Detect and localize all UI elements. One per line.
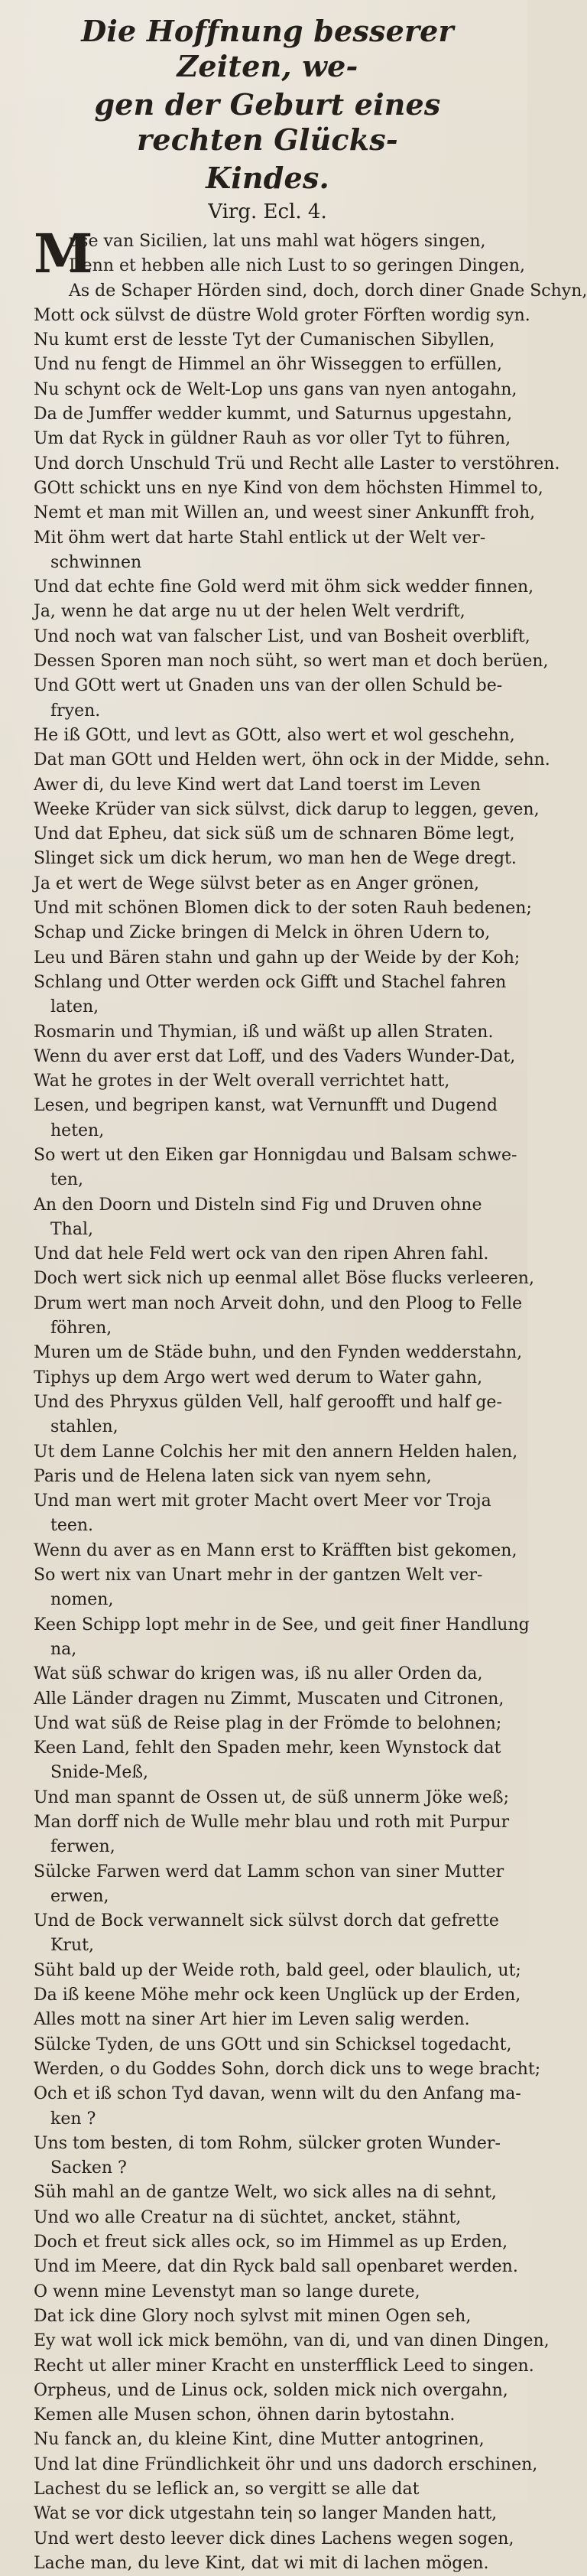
- poem-line: erwen,: [50, 1886, 109, 1906]
- poem-body: [34, 222, 587, 2576]
- poem-line: Thal,: [50, 1219, 93, 1239]
- poem-line: Ja, wenn he dat arge nu ut der helen Welt verdrift,: [34, 602, 465, 622]
- poem-line: Nu schynt ock de Welt-Lop uns gans van nyen antogahn,: [34, 379, 517, 399]
- poem-line: Lachest du se leflick an, so vergitt se alle dat: [34, 2480, 420, 2500]
- poem-line: Wat se vor dick utgestahn teiη so langer Manden hatt,: [34, 2504, 498, 2524]
- title-line-1: Die Hoffnung besserer Zeiten, we-: [81, 14, 454, 83]
- poem-line: Dat ick dine Glory noch sylvst mit minen Ogen seh,: [34, 2306, 472, 2326]
- poem-line: Drum wert man noch Arveit dohn, und den Ploog to Felle: [34, 1293, 523, 1313]
- poem-line: Keen Land, fehlt den Spaden mehr, keen Wynstock dat: [34, 1738, 501, 1758]
- poem-line: Kemen alle Musen schon, öhnen darin bytostahn.: [34, 2405, 456, 2425]
- poem-line: stahlen,: [50, 1417, 118, 1437]
- poem-line: Doch et freut sick alles ock, so im Himmel as up Erden,: [34, 2233, 508, 2252]
- poem-line: Awer di, du leve Kind wert dat Land toerst im Leven: [34, 775, 481, 795]
- poem-line: Und GOtt wert ut Gnaden uns van der ollen Schuld be-: [34, 676, 503, 696]
- poem-line: Süht bald up der Weide roth, bald geel, oder blaulich, ut;: [34, 1960, 521, 1980]
- poem-line: Ut dem Lanne Colchis her mit den annern Helden halen,: [34, 1442, 518, 1462]
- subtitle: Virg. Ecl. 4.: [208, 200, 327, 223]
- poem-line: Um dat Ryck in güldner Rauh as vor oller Tyt to führen,: [34, 429, 511, 449]
- poem-line: Doch wert sick nich up eenmal allet Böse flucks verleeren,: [34, 1269, 534, 1289]
- poem-line: Nu fanck an, du kleine Kint, dine Mutter antogrinen,: [34, 2430, 485, 2450]
- poem-line: Nu kumt erst de lesste Tyt der Cumanischen Sibyllen,: [34, 330, 495, 350]
- poem-line: use van Sicilien, lat uns mahl wat högers singen,: [69, 232, 486, 251]
- poem-line: Werden, o du Goddes Sohn, dorch dick uns to wege bracht;: [34, 2059, 541, 2079]
- poem-line: Und wert desto leever dick dines Lachens wegen sogen,: [34, 2529, 514, 2548]
- poem-line: Und de Bock verwannelt sick sülvst dorch dat gefrette: [34, 1911, 499, 1931]
- poem-line: Krut,: [50, 1936, 94, 1956]
- poem-line: Uns tom besten, di tom Rohm, sülcker groten Wunder-: [34, 2133, 501, 2153]
- poem-line: Schlang und Otter werden ock Gifft und Stachel fahren: [34, 972, 507, 992]
- poem-line: Dessen Sporen man noch süht, so wert man et doch berüen,: [34, 652, 549, 672]
- poem-line: Und nu fengt de Himmel an öhr Wisseggen to erfüllen,: [34, 355, 503, 375]
- poem-line: nomen,: [50, 1590, 114, 1610]
- drop-cap: M: [34, 222, 93, 285]
- poem-line: Keen Schipp lopt mehr in de See, und geit finer Handlung: [34, 1615, 530, 1634]
- poem-line: Und lat dine Fründlichkeit öhr und uns dadorch erschinen,: [34, 2454, 538, 2474]
- title-line-2: gen der Geburt eines rechten Glücks-: [94, 87, 441, 157]
- poem-line: Sacken ?: [50, 2158, 127, 2178]
- poem-line: Lesen, und begripen kanst, wat Vernunfft und Dugend: [34, 1096, 498, 1116]
- poem-line: O wenn mine Levenstyt man so lange durete,: [34, 2282, 420, 2301]
- poem-line: schwinnen: [50, 552, 142, 572]
- poem-line: ken ?: [50, 2109, 96, 2129]
- poem-line: So wert ut den Eiken gar Honnigdau und Balsam schwe-: [34, 1145, 517, 1165]
- poem-line: Ey wat woll ick mick bemöhn, van di, und van dinen Dingen,: [34, 2331, 550, 2351]
- poem-line: Und man wert mit groter Macht overt Meer vor Troja: [34, 1491, 491, 1511]
- poem-line: Und dat echte fine Gold werd mit öhm sick wedder finnen,: [34, 577, 534, 597]
- poem-line: As de Schaper Hörden sind, doch, dorch diner Gnade Schyn,: [69, 281, 587, 301]
- poem-line: Lache man, du leve Kint, dat wi mit di lachen mögen.: [34, 2553, 489, 2573]
- poem-line: fryen.: [50, 701, 101, 720]
- poem-line: föhren,: [50, 1319, 112, 1338]
- poem-line: An den Doorn und Disteln sind Fig und Druven ohne: [34, 1195, 482, 1215]
- poem-line: Und im Meere, dat din Ryck bald sall openbaret werden.: [34, 2257, 518, 2277]
- poem-line: Leu und Bären stahn und gahn up der Weide by der Koh;: [34, 948, 521, 968]
- poem-line: Snide-Meß,: [50, 1763, 149, 1783]
- poem-line: Muren um de Städe buhn, und den Fynden wedderstahn,: [34, 1343, 523, 1363]
- poem-line: ferwen,: [50, 1837, 115, 1857]
- poem-line: Und des Phryxus gülden Vell, half geroofft und half ge-: [34, 1392, 502, 1412]
- poem-line: Da iß keene Möhe mehr ock keen Unglück up der Erden,: [34, 1986, 521, 2005]
- poem-line: Sülcke Farwen werd dat Lamm schon van siner Mutter: [34, 1862, 504, 1882]
- poem-line: Wat he grotes in der Welt overall verrichtet hatt,: [34, 1072, 450, 1091]
- poem-line: Denn et hebben alle nich Lust to so geringen Dingen,: [69, 256, 525, 276]
- poem-line: Und noch wat van falscher List, und van Bosheit overblift,: [34, 626, 530, 646]
- poem-line: Und man spannt de Ossen ut, de süß unnerm Jöke weß;: [34, 1787, 509, 1807]
- poem-line: Dat man GOtt und Helden wert, öhn ock in der Midde, sehn.: [34, 750, 550, 770]
- poem-line: Und mit schönen Blomen dick to der soten Rauh bedenen;: [34, 899, 532, 919]
- poem-line: Slinget sick um dick herum, wo man hen de Wege dregt.: [34, 849, 517, 869]
- poem-line: heten,: [50, 1120, 105, 1140]
- poem-line: He iß GOtt, und levt as GOtt, also wert et wol geschehn,: [34, 725, 515, 745]
- poem-line: laten,: [50, 997, 99, 1017]
- poem-line: Schap und Zicke bringen di Melck in öhren Udern to,: [34, 923, 491, 943]
- poem-line: Wenn du aver erst dat Loff, und des Vaders Wunder-Dat,: [34, 1046, 516, 1066]
- poem-line: Und dorch Unschuld Trü und Recht alle Laster to verstöhren.: [34, 454, 560, 473]
- poem-line: Weeke Krüder van sick sülvst, dick darup to leggen, geven,: [34, 799, 540, 819]
- poem-line: Mott ock sülvst de düstre Wold groter Förften wordig syn.: [34, 305, 530, 325]
- poem-line: Alle Länder dragen nu Zimmt, Muscaten und Citronen,: [34, 1689, 504, 1709]
- poem-line: Recht ut aller miner Kracht en unsterfflick Leed to singen.: [34, 2356, 534, 2376]
- poem-line: ten,: [50, 1170, 84, 1190]
- poem-line: Süh mahl an de gantze Welt, wo sick alles na di sehnt,: [34, 2183, 497, 2203]
- poem-line: Rosmarin und Thymian, iß und wäßt up allen Straten.: [34, 1022, 494, 1042]
- poem-line: Alles mott na siner Art hier im Leven salig werden.: [34, 2010, 470, 2030]
- poem-line: Och et iß schon Tyd davan, wenn wilt du den Anfang ma-: [34, 2084, 521, 2104]
- poem-line: Ja et wert de Wege sülvst beter as en Anger grönen,: [34, 873, 479, 893]
- poem-line: Orpheus, und de Linus ock, solden mick nich overgahn,: [34, 2380, 508, 2400]
- poem-line: na,: [50, 1639, 77, 1659]
- poem-line: Wat süß schwar do krigen was, iß nu aller Orden da,: [34, 1664, 483, 1684]
- poem-line: So wert nix van Unart mehr in der gantzen Welt ver-: [34, 1566, 483, 1586]
- poem-line: Wenn du aver as en Mann erst to Kräfften bist gekomen,: [34, 1540, 517, 1560]
- poem-line: Nemt et man mit Willen an, und weest siner Ankunfft froh,: [34, 503, 536, 523]
- title-line-3: Kindes.: [206, 161, 329, 195]
- poem-line: teen.: [50, 1516, 94, 1536]
- poem-line: Paris und de Helena laten sick van nyem sehn,: [34, 1466, 432, 1486]
- poem-line: Und dat Epheu, dat sick süß um de schnaren Böme legt,: [34, 825, 515, 844]
- poem-line: Man dorff nich de Wulle mehr blau und roth mit Purpur: [34, 1813, 510, 1832]
- poem-line: Mit öhm wert dat harte Stahl entlick ut der Welt ver-: [34, 528, 486, 548]
- poem-line: GOtt schickt uns en nye Kind von dem höchsten Himmel to,: [34, 478, 543, 498]
- poem-line: Tiphys up dem Argo wert wed derum to Water gahn,: [34, 1368, 483, 1387]
- poem-line: Und dat hele Feld wert ock van den ripen Ahren fahl.: [34, 1244, 489, 1264]
- poem-line: Und wo alle Creatur na di süchtet, ancket, stähnt,: [34, 2207, 462, 2227]
- poem-line: Und wat süß de Reise plag in der Frömde to belohnen;: [34, 1713, 502, 1733]
- poem-line: Sülcke Tyden, de uns GOtt und sin Schicksel togedacht,: [34, 2034, 512, 2054]
- poem-line: Da de Jumffer wedder kummt, und Saturnus upgestahn,: [34, 405, 513, 424]
